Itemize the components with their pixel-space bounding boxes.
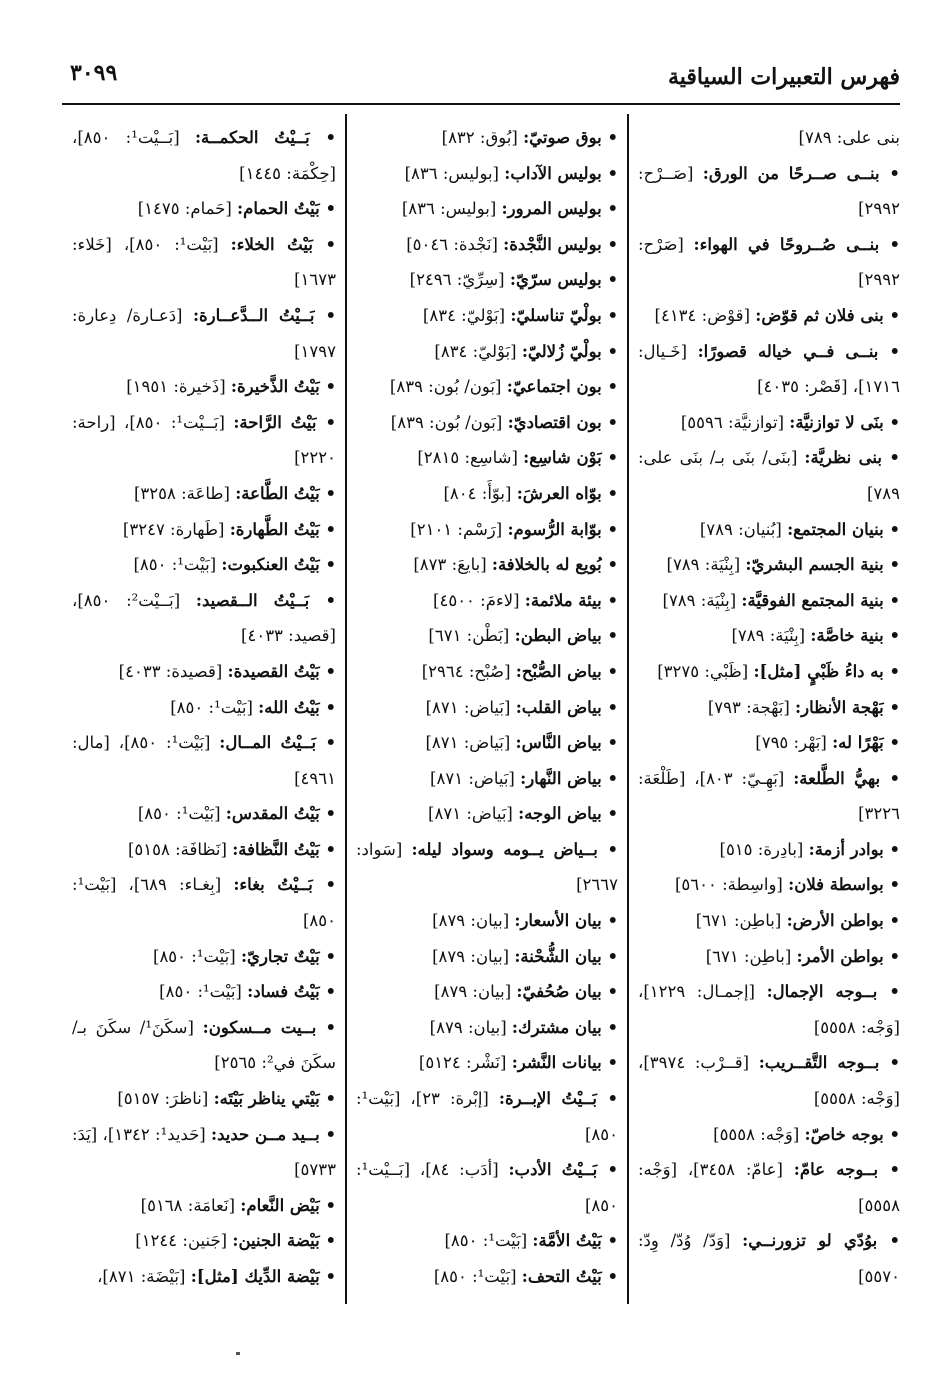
entry-phrase: بنــى صــرحًا من الورق: [702,163,880,183]
entry-phrase: بياض النَّاس: [515,733,602,753]
entry-reference: [ذَخيرة: ١٩٥١] [126,377,231,397]
index-entry [638,583,900,619]
entry-reference: [بيان: ٨٧٩] [429,1017,512,1037]
entry-phrase: بواسطة فلان: [788,875,884,895]
entry-reference: [بَيْت¹: ٨٥٠]، [خَلاء: ١٦٧٣] [72,234,336,290]
entry-phrase: بَيْتُ الرَّاحة: [233,412,317,432]
entry-reference: [بَيْت¹: ٨٥٠]، [مال: ٤٩٦١] [72,733,336,788]
entry-phrase: بَيْضة الجنين: [232,1231,320,1251]
index-entry [72,583,336,654]
entry-reference: [بَوْليّ: ٨٣٤] [422,305,511,325]
entry-phrase: بَــيْتُ بغاء: [233,875,313,895]
entry-reference: [سكَنَ¹/ سكَنَ بـ/ سكَنَ في²: ٢٥٦٥] [72,1017,336,1073]
entry-phrase: بَيْتُ النَّظافة: [232,839,320,859]
entry-reference: [نَشْر: ٥١٢٤] [418,1053,512,1073]
entry-phrase: بياض النَّهار: [520,768,602,788]
index-entry [72,1259,336,1295]
entry-reference: [سَواد: ٢٦٦٧] [356,839,618,895]
entry-reference: [توازنيَّة: ٥٥٩٦] [680,412,790,432]
index-entry [356,156,618,192]
entry-reference: [بيان: ٨٧٩] [432,911,515,931]
entry-reference: [لاءمَ: ٤٥٠٠] [433,590,525,610]
entry-reference: [حَمام: ١٤٧٥] [137,199,238,219]
entry-reference: [بَيْت¹: ٨٥٠] [170,697,259,717]
index-entry [356,618,618,654]
entry-phrase: بنَى لا توازنيَّة: [789,412,884,432]
entry-reference: [وَجْه: ٥٥٥٨] [713,1124,805,1144]
entry-phrase: بوّابة الرُّسوم: [507,519,602,539]
index-entry [356,1152,618,1223]
entry-phrase: بــوجه التَّقــريب: [758,1053,880,1073]
entry-phrase: بياض البطن: [514,626,602,646]
index-entry [356,974,618,1010]
entry-reference: [طَهارة: ٣٢٤٧] [122,519,230,539]
index-entry [356,227,618,263]
entry-reference: [نَجْدة: ٥٠٤٦] [406,234,504,254]
entry-reference: [صَــرْح: ٢٩٩٢] [638,163,900,219]
entry-phrase: بَهْرًا له: [832,733,884,753]
index-entry [356,761,618,797]
index-entry [638,440,900,511]
entry-reference: [بَيْت¹: ٨٥٠] [137,804,226,824]
index-entry [638,120,900,156]
entry-phrase: بَــيْتُ الإبــرة: [498,1089,597,1109]
entry-phrase: بنــى فــي خياله قصورًا: [697,341,879,361]
entry-phrase: بولْيّ تناسليّ: [510,305,602,325]
entry-reference: [أدَب: ٨٤]، [بَــيْت¹: ٨٥٠] [356,1160,618,1215]
entry-reference: بنى على: ٧٨٩] [798,128,900,147]
column-divider [627,114,629,1304]
entry-phrase: بــوجه الإجمال: [766,982,878,1002]
entry-phrase: بنى نظريَّة: [804,448,882,468]
entry-phrase: بوادر أزمة: [808,839,884,859]
index-entry [356,1010,618,1046]
index-entry [356,298,618,334]
entry-phrase: بوّاه العرشَ: [516,483,602,503]
entry-phrase: بيان صُحُفيّ: [516,982,602,1002]
index-entry [72,1223,336,1259]
index-entry [72,369,336,405]
entry-reference: [بَيْت¹: ٨٥٠] [159,982,248,1002]
entry-phrase: بياض الوجه: [518,804,602,824]
entry-reference: [حَديد¹: ١٣٤٢]، [يَدَ: ٥٧٣٣] [72,1124,336,1180]
entry-reference: [بَون/ بُون: ٨٣٩] [390,412,508,432]
index-entry [356,547,618,583]
entry-phrase: بواطن الأمر: [796,946,884,966]
entry-reference: [قصيدة: ٤٠٣٣] [118,661,228,681]
entry-reference: [رَسْم: ٢١٠١] [410,519,508,539]
index-entry [638,298,900,334]
index-entry [356,1081,618,1152]
index-entry [356,1223,618,1259]
index-entry [356,832,618,903]
index-entry [356,369,618,405]
index-entry [72,654,336,690]
index-entry [356,1045,618,1081]
entry-phrase: بــيت مــسكون: [202,1017,317,1037]
index-entry [72,547,336,583]
index-column-middle [356,120,618,1305]
entry-reference: [ناظرَ: ٥١٥٧] [117,1089,214,1109]
entry-phrase: بنية الجسم البشريّ: [745,555,884,575]
entry-phrase: بَيْض النَّعام: [240,1195,320,1215]
index-entry [356,796,618,832]
entry-phrase: بيان الشُّحْنة: [514,946,602,966]
entry-reference: [بَهْر: ٧٩٥] [755,733,833,753]
index-entry [72,1081,336,1117]
entry-reference: [بَــيْت¹: ٨٥٠]، [حِكْمَة: ١٤٤٥] [72,128,336,183]
entry-reference: [بِنْيَة: ٧٨٩] [662,590,742,610]
entry-reference: [بيان: ٨٧٩] [432,946,515,966]
entry-phrase: بَيْتُ القصيدة: [227,661,320,681]
entry-phrase: بيانات النَّشر: [511,1053,602,1073]
entry-reference: [وَدّ/ وُدّ/ وِدّ: ٥٥٧٠] [638,1231,900,1286]
entry-reference: [بَياض: ٨٧١] [428,804,519,824]
index-entry [638,227,900,298]
entry-reference: [دَعـارة/ دِعارة: ١٧٩٧] [72,305,336,361]
index-entry [638,547,900,583]
index-entry [72,120,336,191]
entry-reference: [بِغـاء: ٦٨٩]، [بَيْت¹: ٨٥٠] [72,875,336,931]
entry-phrase: بَيْتُ الأمَّة: [532,1231,602,1251]
entry-phrase: بــوجه عامّ: [793,1160,879,1180]
entry-phrase: بَيْتٌ تجاريّ: [240,946,320,966]
running-title: فهرس التعبيرات السياقية [667,64,900,90]
entry-reference: [إبْرة: ٢٣]، [بَيْت¹: ٨٥٠] [356,1089,618,1144]
index-entry [72,725,336,796]
entry-phrase: بَيْتُ الطَّهارة: [229,519,320,539]
entry-reference: [بيان: ٨٧٩] [434,982,517,1002]
entry-phrase: بولْيّ زُلاليّ: [521,341,602,361]
index-entry [638,654,900,690]
entry-phrase: بَــيْتُ الأدب: [508,1160,598,1180]
index-entry [72,227,336,298]
entry-reference: [صَرْح: ٢٩٩٢] [638,234,900,290]
index-entry [72,298,336,369]
entry-phrase: بيئة ملائمة: [524,590,602,610]
index-entry [638,761,900,832]
index-entry [356,1259,618,1295]
entry-reference: [بنَى/ بنَى بـ/ بنَى على: ٧٨٩] [638,448,900,503]
entry-reference: [طاعَة: ٣٢٥٨] [133,483,236,503]
entry-reference: [بَوْليّ: ٨٣٤] [434,341,522,361]
index-entry [638,690,900,726]
entry-reference: [بوّأَ: ٨٠٤] [443,483,517,503]
entry-phrase: بَوْن شاسِع: [523,448,602,468]
entry-reference: [بَيْت¹: ٨٥٠] [133,555,222,575]
index-entry [638,1045,900,1116]
index-entry [72,796,336,832]
entry-reference: [بَهْجة: ٧٩٣] [707,697,796,717]
index-entry [356,440,618,476]
entry-phrase: بَيْتُ الطَّاعة: [235,483,320,503]
entry-phrase: بَهْجة الأنظار: [795,697,884,717]
entry-reference: [بَياض: ٨٧١] [425,697,516,717]
entry-phrase: بوق صوتيّ: [523,128,602,147]
entry-reference: [بَــيْت¹: ٨٥٠]، [راحة: ٢٢٢٠] [72,412,336,468]
entry-reference: [بوليس: ٨٣٦] [404,163,505,183]
index-entry [72,405,336,476]
index-entry [638,334,900,405]
entry-reference: [شاسِع: ٢٨١٥] [417,448,524,468]
page-header [62,58,900,98]
entry-reference: [نَعامَة: ٥١٦٨] [140,1195,241,1215]
entry-reference: [بوليس: ٨٣٦] [401,199,502,219]
index-entry [72,1117,336,1188]
entry-phrase: بَــيْتُ المــال: [219,733,317,753]
entry-phrase: بَيْضة الدِّيك [مثل]: [190,1267,320,1286]
entry-phrase: بواطن الأرض: [786,911,884,931]
entry-reference: [قوْض: ٤١٣٤] [654,305,756,325]
index-entry [356,120,618,156]
index-entry [638,1223,900,1294]
entry-reference: [بُوق: ٨٣٢] [441,128,524,147]
entry-reference: [واسِطة: ٥٦٠٠] [674,875,789,895]
index-entry [638,903,900,939]
index-entry [638,939,900,975]
index-entry [72,832,336,868]
index-entry [72,974,336,1010]
entry-phrase: بَيْتُ الحمام: [237,199,320,219]
entry-phrase: بياض القلب: [515,697,602,717]
index-entry [356,725,618,761]
entry-phrase: بياض الصُّبْح: [515,661,602,681]
index-entry [638,725,900,761]
index-entry [356,939,618,975]
entry-phrase: بون اجتماعيّ: [506,377,602,397]
entry-reference: [إجمـال: ١٢٢٩]، [وَجْه: ٥٥٥٨] [638,982,900,1037]
page-number: ٣٠٩٩ [70,60,118,86]
entry-phrase: بَيْتُ العنكبوت: [221,555,320,575]
entry-reference: [بَون/ بُون: ٨٣٩] [389,377,507,397]
print-mark [236,1352,240,1355]
entry-reference: [سِرِّيّ: ٢٤٩٦] [409,270,510,290]
entry-phrase: بوُدّي لو تزورنــي: [742,1231,878,1251]
entry-phrase: به داءُ ظَبْيٍ [مثل]: [753,661,884,681]
header-rule [62,103,900,105]
entry-phrase: بوليس المرور: [501,199,602,219]
entry-reference: [باطِن: ٦٧١] [705,946,797,966]
index-entry [638,1152,900,1223]
index-entry [638,832,900,868]
index-entry [72,690,336,726]
entry-phrase: بوليس سرّيّ: [509,270,602,290]
entry-phrase: بــياض يــومه وسواد ليله: [411,839,598,859]
entry-reference: [بَــيْت²: ٨٥٠]، [قصيد: ٤٠٣٣] [72,590,336,646]
index-entry [72,476,336,512]
index-entry [72,867,336,938]
index-entry [356,654,618,690]
index-entry [356,191,618,227]
entry-phrase: بَــيْتُ الــقصيد: [195,590,310,610]
entry-reference: [صُبْح: ٢٩٦٤] [421,661,516,681]
index-entry [356,262,618,298]
entry-phrase: بهيُّ الطَّلعة: [793,768,881,788]
entry-phrase: بَيْتي يناظر بَيْتَه: [213,1089,320,1109]
index-entry [356,476,618,512]
entry-phrase: بَيْتُ الله: [258,697,320,717]
index-entry [638,512,900,548]
entry-phrase: بَيْتُ الخلاء: [230,234,313,254]
entry-phrase: بوليس النَّجْدة: [503,234,602,254]
index-column-left [72,120,336,1305]
entry-phrase: بنية المجتمع الفوقيَّة: [741,590,884,610]
entry-phrase: بَيْتُ التحف: [521,1267,602,1286]
entry-reference: [بَيْت¹: ٨٥٠] [433,1267,522,1286]
index-entry [638,405,900,441]
index-entry [72,1188,336,1224]
entry-reference: [بُنيان: ٧٨٩] [699,519,788,539]
index-entry [356,583,618,619]
entry-phrase: بــيد مــن حديد: [211,1124,320,1144]
index-entry [72,191,336,227]
entry-phrase: بوجه خاصّ: [804,1124,884,1144]
entry-phrase: بنــى صُــروحًا في الهواء: [693,234,880,254]
index-entry [356,512,618,548]
index-entry [638,1117,900,1153]
index-entry [356,903,618,939]
entry-reference: [بادِرة: ٥١٥] [719,839,809,859]
index-column-right [638,120,900,1305]
entry-phrase: بُويع له بالخلافة: [491,555,602,575]
index-entry [356,334,618,370]
entry-reference: [باطِن: ٦٧١] [695,911,787,931]
entry-phrase: بوليس الآداب: [504,163,602,183]
entry-reference: [عامّ: ٣٤٥٨]، [وَجْه: ٥٥٥٨] [638,1160,900,1215]
entry-phrase: بيان الأسعار: [514,911,602,931]
entry-phrase: بَيْتُ المقدس: [225,804,320,824]
entry-reference: [بَطْن: ٦٧١] [428,626,515,646]
index-entry [638,867,900,903]
index-entry [638,156,900,227]
entry-phrase: بَــيْتُ الــدَّعــارة: [192,305,315,325]
entry-reference: [نَظافَة: ٥١٥٨] [127,839,233,859]
index-entry [638,618,900,654]
column-divider [345,114,347,1304]
index-entry [72,939,336,975]
entry-reference: [بايعَ: ٨٧٣] [413,555,492,575]
entry-phrase: بيان مشترك: [511,1017,602,1037]
entry-reference: [خَـيال: ١٧١٦]، [قَصْر: ٤٠٣٥] [638,341,900,397]
entry-phrase: بَيْتُ الذَّخيرة: [230,377,320,397]
entry-phrase: بَــيْتُ الحكمــة: [194,128,310,147]
entry-phrase: بنيان المجتمع: [787,519,884,539]
index-entry [72,1010,336,1081]
entry-phrase: بَيْتُ فساد: [247,982,320,1002]
index-entry [638,974,900,1045]
entry-reference: [بَيْت¹: ٨٥٠] [444,1231,533,1251]
entry-phrase: بون اقتصاديّ: [507,412,602,432]
entry-reference: [بِنْيَة: ٧٨٩] [666,555,746,575]
index-entry [72,512,336,548]
entry-reference: [قــرْب: ٣٩٧٤]، [وَجْه: ٥٥٥٨] [638,1053,900,1109]
index-entry [356,690,618,726]
entry-reference: [بَياض: ٨٧١] [425,733,516,753]
entry-reference: [بَيْت¹: ٨٥٠] [153,946,241,966]
entry-phrase: بنى فلان ثم قوّض: [755,305,884,325]
entry-reference: [ظَبْي: ٣٢٧٥] [657,661,754,681]
entry-reference: [جَنين: ١٢٤٤] [135,1231,233,1251]
index-entry [356,405,618,441]
entry-reference: [بِنْيَة: ٧٨٩] [731,626,811,646]
entry-reference: [بَهِـيّ: ٨٠٣]، [طَلْعَة: ٣٢٢٦] [638,768,900,824]
entry-reference: [بَيْضَة: ٨٧١]، [97,1267,191,1286]
entry-reference: [بَياض: ٨٧١] [430,768,521,788]
entry-phrase: بنية خاصَّة: [810,626,884,646]
